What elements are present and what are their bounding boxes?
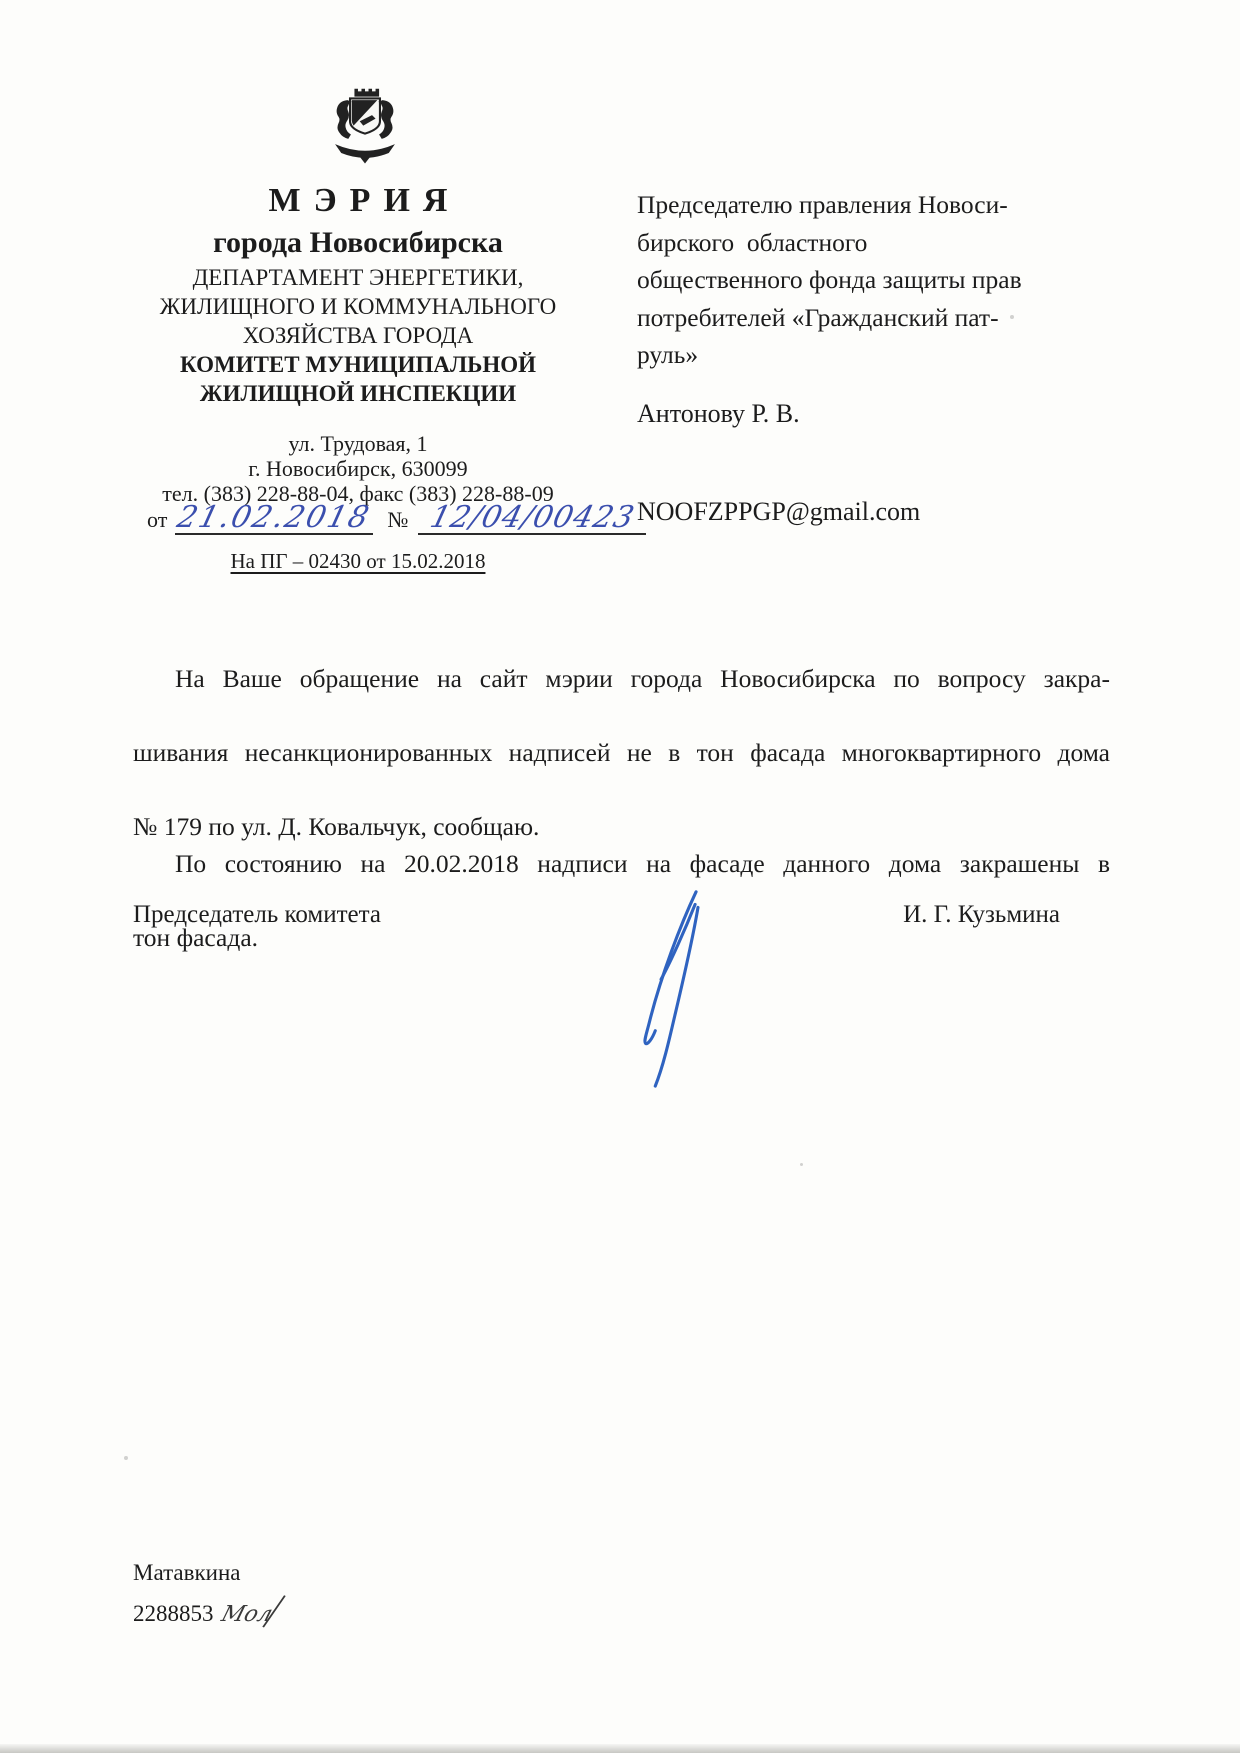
executor-phone-row [133, 1587, 278, 1629]
sender-letterhead [126, 182, 590, 506]
date-label: от [147, 507, 168, 532]
outgoing-date-number-row [147, 500, 667, 535]
body-line: тон фасада. [133, 923, 259, 952]
handwritten-number: 12/04/00423 [426, 500, 639, 535]
scan-speck [1010, 315, 1014, 319]
committee-line: КОМИТЕТ МУНИЦИПАЛЬНОЙ [179, 352, 537, 377]
sender-address [126, 431, 590, 506]
handwritten-signature-icon [608, 886, 720, 1090]
department-line: ДЕПАРТАМЕНТ ЭНЕРГЕТИКИ, [192, 265, 524, 290]
novosibirsk-coat-of-arms-icon [321, 85, 409, 169]
executor-name: Матавкина [133, 1560, 241, 1585]
department-line: ХОЗЯЙСТВА ГОРОДА [242, 323, 474, 348]
department-name [126, 263, 590, 350]
recipient-email: NOOFZPPGP@gmail.com [637, 497, 921, 526]
recipient-line: общественного фонда защиты прав [637, 265, 1022, 294]
address-phone-fax: тел. (383) 228-88-04, факс (383) 228-88-09 [162, 481, 554, 506]
body-line: шивания несанкционированных надписей не в тон фасада многоквартирного дома [133, 738, 1110, 767]
number-field [418, 500, 646, 535]
executor-phone: 2288853 [133, 1601, 214, 1626]
date-field [175, 500, 373, 535]
executor-handwritten-initials: Мол [217, 1587, 284, 1629]
body-line: На Ваше обращение на сайт мэрии города Новосибирска по вопросу закра- [175, 664, 1110, 693]
recipient-line: бирского областного [637, 227, 868, 257]
reference-text: На ПГ – 02430 от 15.02.2018 [230, 549, 486, 573]
signer-name: И. Г. Кузьмина [903, 901, 1060, 928]
department-line: ЖИЛИЩНОГО И КОММУНАЛЬНОГО [159, 294, 557, 319]
scan-speck [800, 1163, 803, 1166]
body-line: № 179 по ул. Д. Ковальчук, сообщаю. [133, 812, 540, 841]
committee-name [126, 350, 590, 408]
org-name-line2: города Новосибирска [213, 226, 503, 259]
recipient-line: руль» [637, 340, 699, 369]
recipient-line: Председателю правления Новоси- [637, 190, 1008, 219]
committee-line: ЖИЛИЩНОЙ ИНСПЕКЦИИ [199, 381, 517, 406]
handwritten-date: 21.02.2018 [174, 500, 375, 535]
scan-edge-shadow [0, 1744, 1240, 1753]
org-name-line1: МЭРИЯ [268, 182, 461, 219]
number-label: № [387, 507, 409, 532]
scan-speck [124, 1456, 128, 1460]
executor-block [133, 1558, 278, 1629]
address-street: ул. Трудовая, 1 [288, 431, 428, 456]
body-line: По состоянию на 20.02.2018 надписи на фасаде данного дома закрашены в [175, 849, 1110, 878]
address-city: г. Новосибирск, 630099 [248, 456, 468, 481]
reference-row [126, 549, 590, 574]
recipient-name: Антонову Р. В. [637, 399, 800, 428]
recipient-line: потребителей «Гражданский пат- [637, 302, 999, 332]
recipient-block [637, 186, 1115, 374]
signer-title: Председатель комитета [133, 901, 381, 928]
